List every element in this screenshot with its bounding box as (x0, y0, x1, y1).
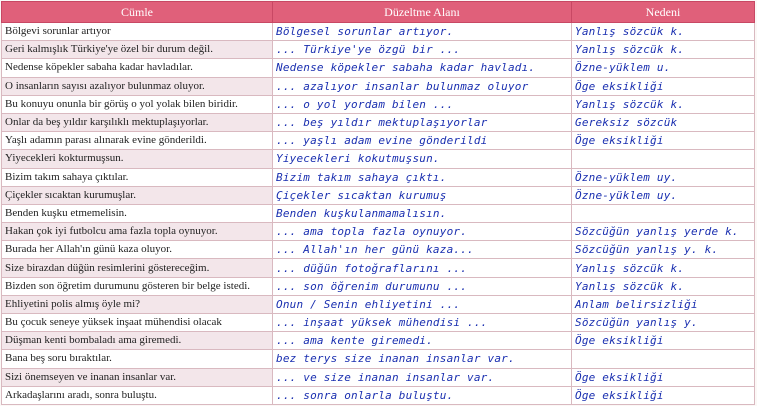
sentence-cell: Bana beş soru bıraktılar. (2, 350, 273, 368)
header-fix: Düzeltme Alanı (273, 2, 572, 23)
fix-cell[interactable]: bez terys size inanan insanlar var. (273, 350, 572, 368)
reason-cell[interactable]: Öge eksikliği (572, 368, 755, 386)
sentence-cell: Sizi önemseyen ve inanan insanlar var. (2, 368, 273, 386)
table-row (2, 223, 755, 241)
fix-cell[interactable]: Bizim takım sahaya çıktı. (273, 168, 572, 186)
fix-cell[interactable]: ... ve size inanan insanlar var. (273, 368, 572, 386)
sentence-cell: Yaşlı adamın parası alınarak evine gönderildi. (2, 132, 273, 150)
table-row (2, 386, 755, 404)
sentence-cell: Arkadaşlarını aradı, sonra buluştu. (2, 386, 273, 404)
sentence-cell: Bu çocuk seneye yüksek inşaat mühendisi olacak (2, 314, 273, 332)
reason-cell[interactable]: Sözcüğün yanlış yerde k. (572, 223, 755, 241)
reason-cell[interactable]: Öge eksikliği (572, 77, 755, 95)
sentence-cell: Bu konuyu onunla bir görüş o yol yolak bilen biridir. (2, 95, 273, 113)
fix-cell[interactable]: Çiçekler sıcaktan kurumuş (273, 186, 572, 204)
table-row (2, 350, 755, 368)
reason-cell[interactable] (572, 150, 755, 168)
header-sentence: Cümle (2, 2, 273, 23)
sentence-cell: Size birazdan düğün resimlerini göstereceğim. (2, 259, 273, 277)
sentence-cell: Burada her Allah'ın günü kaza oluyor. (2, 241, 273, 259)
sentence-cell: Ehliyetini polis almış öyle mi? (2, 295, 273, 313)
fix-cell[interactable]: Bölgesel sorunlar artıyor. (273, 23, 572, 41)
sentence-cell: Geri kalmışlık Türkiye'ye özel bir durum değil. (2, 41, 273, 59)
header-reason: Nedeni (572, 2, 755, 23)
fix-cell[interactable]: ... düğün fotoğraflarını ... (273, 259, 572, 277)
fix-cell[interactable]: Benden kuşkulanmamalısın. (273, 204, 572, 222)
fix-cell[interactable]: ... ama kente giremedi. (273, 332, 572, 350)
sentence-cell: Bizim takım sahaya çıktılar. (2, 168, 273, 186)
table-row (2, 77, 755, 95)
fix-cell[interactable]: ... son öğrenim durumunu ... (273, 277, 572, 295)
reason-cell[interactable]: Öge eksikliği (572, 386, 755, 404)
reason-cell[interactable] (572, 204, 755, 222)
table-row (2, 95, 755, 113)
sentence-cell: Yiyecekleri kokturmuşsun. (2, 150, 273, 168)
header-row (2, 2, 755, 23)
table-row (2, 113, 755, 131)
table-row (2, 295, 755, 313)
table-row (2, 41, 755, 59)
table-row (2, 59, 755, 77)
sentence-cell: Çiçekler sıcaktan kurumuşlar. (2, 186, 273, 204)
fix-cell[interactable]: ... ama topla fazla oynuyor. (273, 223, 572, 241)
table-row (2, 368, 755, 386)
fix-cell[interactable]: ... yaşlı adam evine gönderildi (273, 132, 572, 150)
reason-cell[interactable]: Gereksiz sözcük (572, 113, 755, 131)
reason-cell[interactable]: Sözcüğün yanlış y. k. (572, 241, 755, 259)
table-row (2, 259, 755, 277)
table-row (2, 332, 755, 350)
reason-cell[interactable]: Yanlış sözcük k. (572, 277, 755, 295)
sentence-cell: Bizden son öğretim durumunu gösteren bir belge istedi. (2, 277, 273, 295)
fix-cell[interactable]: ... inşaat yüksek mühendisi ... (273, 314, 572, 332)
table-row (2, 241, 755, 259)
reason-cell[interactable]: Yanlış sözcük k. (572, 95, 755, 113)
fix-cell[interactable]: ... o yol yordam bilen ... (273, 95, 572, 113)
reason-cell[interactable]: Anlam belirsizliği (572, 295, 755, 313)
table-row (2, 168, 755, 186)
reason-cell[interactable]: Özne-yüklem uy. (572, 186, 755, 204)
reason-cell[interactable]: Özne-yüklem uy. (572, 168, 755, 186)
fix-cell[interactable]: ... Allah'ın her günü kaza... (273, 241, 572, 259)
table-row (2, 186, 755, 204)
reason-cell[interactable]: Yanlış sözcük k. (572, 23, 755, 41)
reason-cell[interactable]: Sözcüğün yanlış y. (572, 314, 755, 332)
fix-cell[interactable]: Yiyecekleri kokutmuşsun. (273, 150, 572, 168)
reason-cell[interactable] (572, 350, 755, 368)
fix-cell[interactable]: ... azalıyor insanlar bulunmaz oluyor (273, 77, 572, 95)
reason-cell[interactable]: Özne-yüklem u. (572, 59, 755, 77)
table-row (2, 23, 755, 41)
correction-table (1, 1, 755, 405)
sentence-cell: Onlar da beş yıldır karşılıklı mektuplaşıyorlar. (2, 113, 273, 131)
fix-cell[interactable]: Onun / Senin ehliyetini ... (273, 295, 572, 313)
table-row (2, 132, 755, 150)
table-row (2, 150, 755, 168)
fix-cell[interactable]: ... sonra onlarla buluştu. (273, 386, 572, 404)
table-row (2, 277, 755, 295)
sentence-cell: Nedense köpekler sabaha kadar havladılar. (2, 59, 273, 77)
sentence-cell: Düşman kenti bombaladı ama giremedi. (2, 332, 273, 350)
sentence-cell: Benden kuşku etmemelisin. (2, 204, 273, 222)
reason-cell[interactable]: Yanlış sözcük k. (572, 41, 755, 59)
fix-cell[interactable]: ... Türkiye'ye özgü bir ... (273, 41, 572, 59)
fix-cell[interactable]: ... beş yıldır mektuplaşıyorlar (273, 113, 572, 131)
reason-cell[interactable]: Öge eksikliği (572, 132, 755, 150)
sentence-cell: O insanların sayısı azalıyor bulunmaz oluyor. (2, 77, 273, 95)
table-row (2, 204, 755, 222)
reason-cell[interactable]: Yanlış sözcük k. (572, 259, 755, 277)
sentence-cell: Bölgevi sorunlar artıyor (2, 23, 273, 41)
fix-cell[interactable]: Nedense köpekler sabaha kadar havladı. (273, 59, 572, 77)
reason-cell[interactable]: Öge eksikliği (572, 332, 755, 350)
sentence-cell: Hakan çok iyi futbolcu ama fazla topla oynuyor. (2, 223, 273, 241)
table-row (2, 314, 755, 332)
